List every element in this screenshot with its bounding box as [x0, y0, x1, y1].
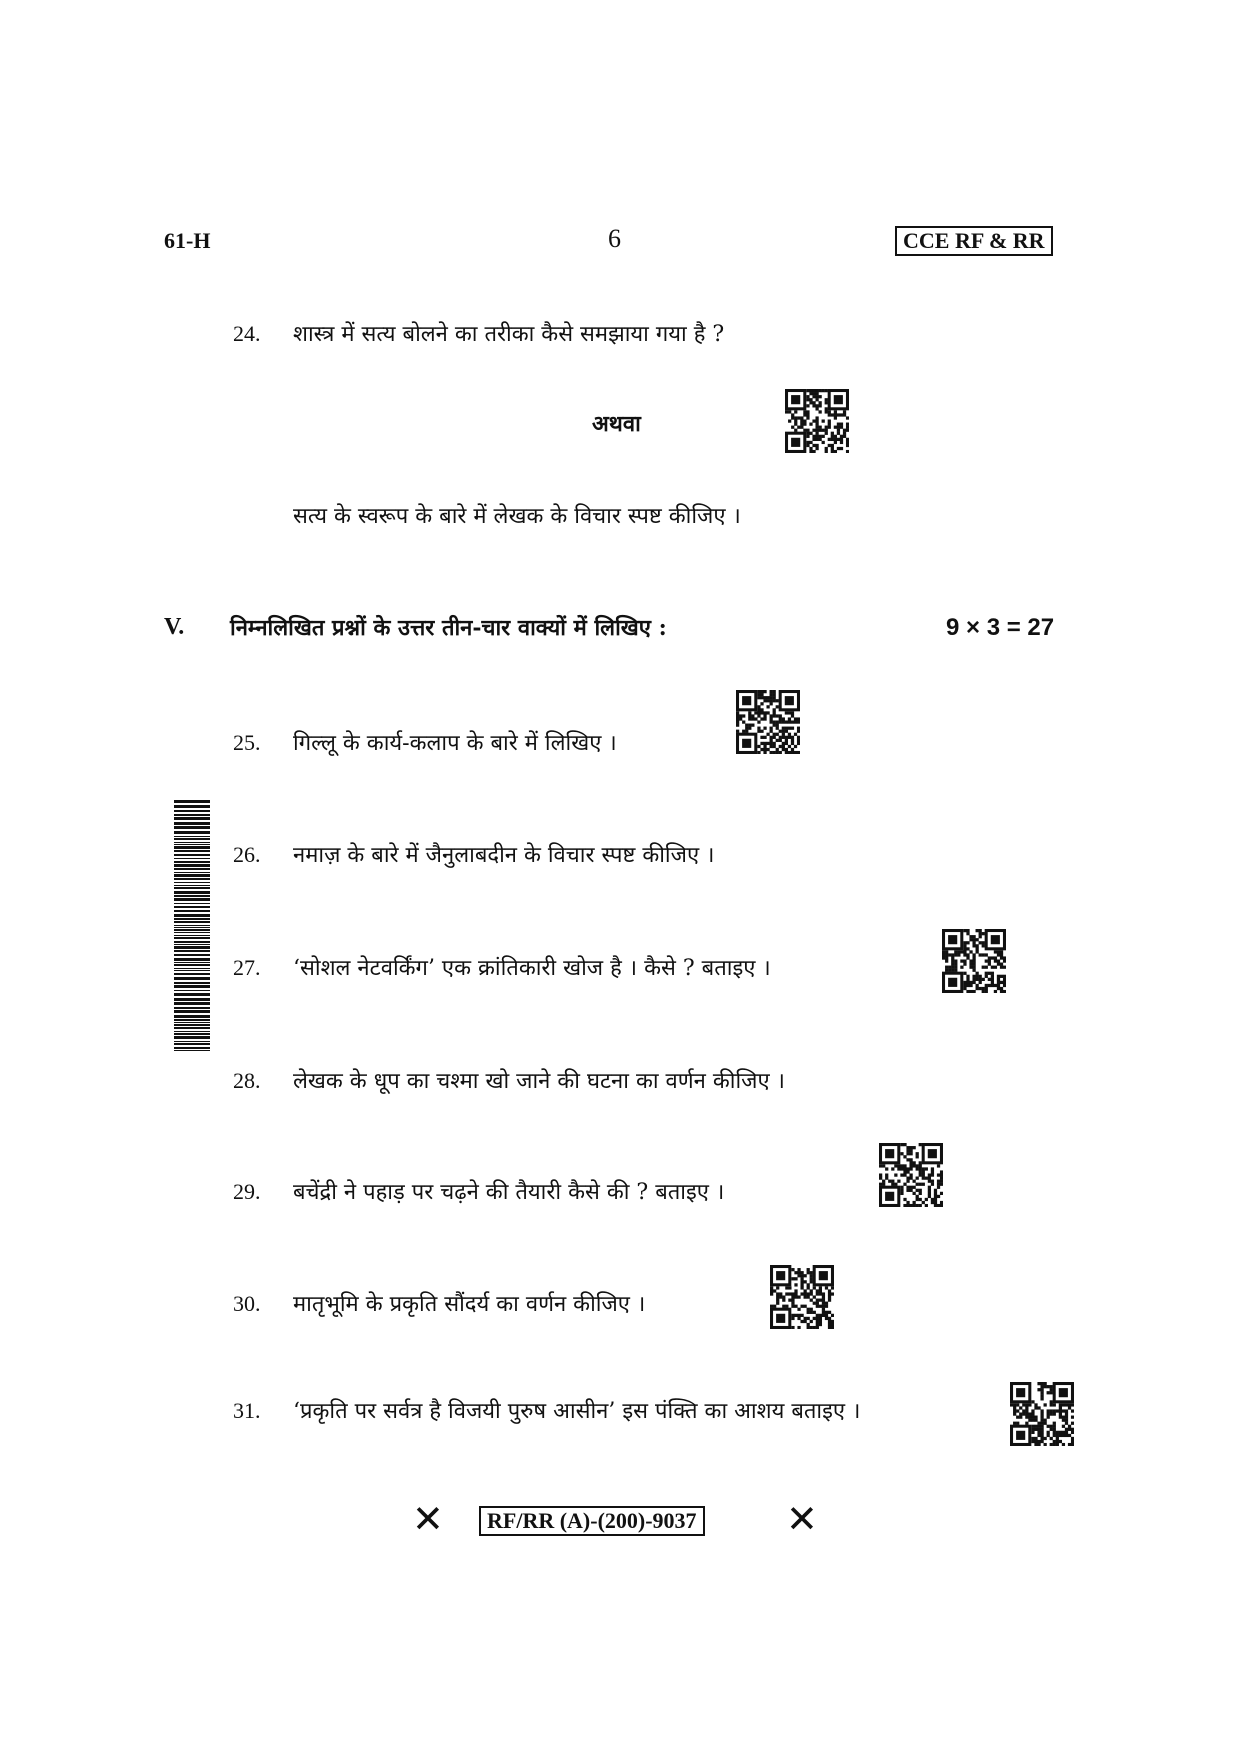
- flourish-right-icon: ✕: [786, 1497, 818, 1541]
- page-number: 6: [608, 224, 621, 253]
- question-number: 27.: [233, 955, 261, 980]
- question-number: 31.: [233, 1398, 261, 1423]
- question-number: 28.: [233, 1068, 261, 1093]
- question-number: 30.: [233, 1291, 261, 1316]
- qr-code-icon: [1010, 1382, 1074, 1446]
- paper-code: 61-H: [164, 228, 211, 253]
- question-text: नमाज़ के बारे में जैनुलाबदीन के विचार स्पष्ट कीजिए ।: [293, 843, 715, 868]
- section-instruction: निम्नलिखित प्रश्नों के उत्तर तीन-चार वाक्यों में लिखिए :: [230, 615, 667, 641]
- question-text: मातृभूमि के प्रकृति सौंदर्य का वर्णन कीजिए ।: [293, 1292, 646, 1317]
- question-26: [233, 839, 714, 869]
- question-text: बचेंद्री ने पहाड़ पर चढ़ने की तैयारी कैसे की ? बताइए ।: [293, 1180, 725, 1205]
- question-number: 26.: [233, 842, 261, 867]
- section-numeral: V.: [164, 614, 185, 640]
- question-27: [233, 952, 771, 982]
- qr-code-icon: [785, 389, 849, 453]
- question-number: 25.: [233, 730, 261, 755]
- question-30: [233, 1288, 645, 1318]
- question-29: [233, 1176, 724, 1206]
- question-text: शास्त्र में सत्य बोलने का तरीका कैसे समझाया गया है ?: [293, 322, 725, 347]
- qr-code-icon: [942, 929, 1006, 993]
- question-25: [233, 727, 617, 757]
- exam-code: CCE RF & RR: [895, 226, 1053, 256]
- section-marks: 9 × 3 = 27: [946, 614, 1055, 641]
- question-number: 24.: [233, 321, 261, 346]
- question-text: ‘सोशल नेटवर्किंग’ एक क्रांतिकारी खोज है । कैसे ? बताइए ।: [293, 956, 771, 981]
- flourish-left-icon: ✕: [412, 1497, 444, 1541]
- question-24-alternative: सत्य के स्वरूप के बारे में लेखक के विचार स्पष्ट कीजिए ।: [293, 504, 741, 529]
- question-24: [233, 318, 724, 348]
- question-number: 29.: [233, 1179, 261, 1204]
- question-31: [233, 1395, 860, 1425]
- barcode-icon: [174, 800, 210, 1052]
- question-text: लेखक के धूप का चश्मा खो जाने की घटना का वर्णन कीजिए ।: [293, 1069, 785, 1094]
- qr-code-icon: [736, 690, 800, 754]
- question-text: ‘प्रकृति पर सर्वत्र है विजयी पुरुष आसीन’ इस पंक्ति का आशय बताइए ।: [293, 1399, 861, 1424]
- or-label: अथवा: [592, 411, 641, 437]
- question-28: [233, 1065, 785, 1095]
- qr-code-icon: [770, 1265, 834, 1329]
- question-text: गिल्लू के कार्य-कलाप के बारे में लिखिए ।: [293, 731, 617, 756]
- qr-code-icon: [879, 1143, 943, 1207]
- footer-code: RF/RR (A)-(200)-9037: [479, 1506, 705, 1536]
